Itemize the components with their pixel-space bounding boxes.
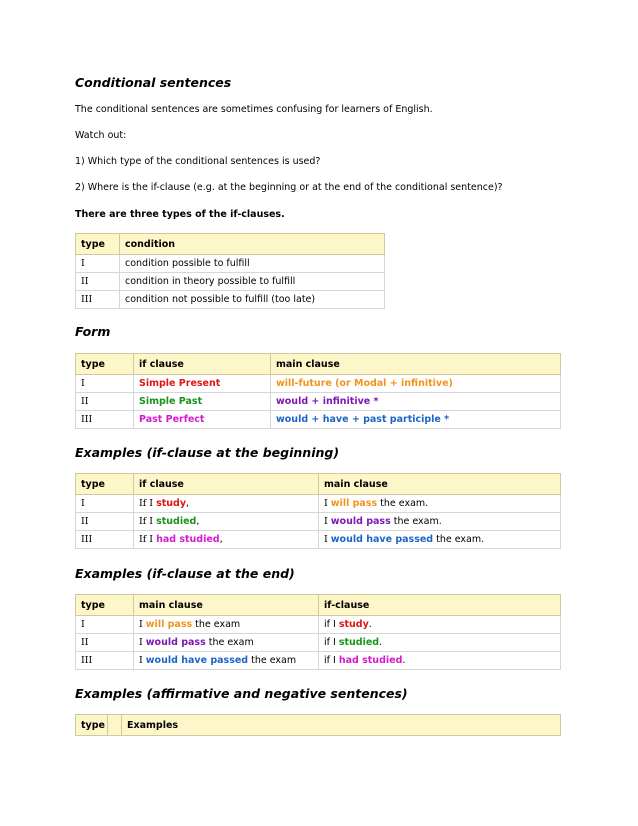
main-clause-verb: would have passed: [145, 655, 249, 666]
form-heading: Form: [75, 324, 111, 339]
if-clause-verb: studied: [156, 516, 197, 527]
if-clause-verb: studied: [338, 637, 380, 648]
examples-end-table: [75, 594, 561, 670]
main-clause-pre: I: [139, 619, 146, 630]
if-clause-verb: study: [338, 619, 369, 630]
table-header-row: [76, 474, 561, 495]
main-clause-verb: would have passed: [330, 534, 434, 545]
type-cell: I: [76, 616, 134, 634]
main-clause-pre: I: [324, 498, 331, 509]
type-cell: III: [76, 291, 120, 309]
if-clause-cell: [319, 634, 561, 652]
main-clause-pre: I: [139, 655, 146, 666]
three-types-heading: There are three types of the if-clauses.: [75, 209, 285, 220]
if-clause-tense: Past Perfect: [134, 411, 271, 429]
if-clause-cell: [134, 513, 319, 531]
examples-end-heading: Examples (if-clause at the end): [75, 566, 295, 581]
if-clause-pre: If I: [139, 516, 157, 527]
main-clause-tense: would + have + past participle *: [271, 411, 561, 429]
table-row: [76, 411, 561, 429]
if-clause-cell: [319, 616, 561, 634]
table-row: [76, 255, 385, 273]
type-cell: II: [76, 634, 134, 652]
table-row: [76, 291, 385, 309]
type-cell: I: [76, 375, 134, 393]
question-2: 2) Where is the if-clause (e.g. at the beginning or at the end of the conditional sentence)?: [75, 182, 503, 193]
main-clause-pre: I: [324, 534, 331, 545]
table-row: [76, 513, 561, 531]
main-clause-cell: [134, 616, 319, 634]
if-clause-pre: if I: [324, 655, 339, 666]
form-table: [75, 353, 561, 429]
column-header: if clause: [134, 474, 319, 495]
page-title: Conditional sentences: [75, 75, 232, 90]
table-row: [76, 634, 561, 652]
main-clause-tense: would + infinitive *: [271, 393, 561, 411]
main-clause-post: the exam.: [390, 516, 442, 527]
main-clause-tense: will-future (or Modal + infinitive): [271, 375, 561, 393]
if-clause-post: .: [402, 655, 406, 666]
type-cell: III: [76, 411, 134, 429]
if-clause-post: ,: [219, 534, 223, 545]
examples-beginning-heading: Examples (if-clause at the beginning): [75, 445, 340, 460]
if-clause-cell: [134, 495, 319, 513]
main-clause-pre: I: [139, 637, 146, 648]
table-row: [76, 273, 385, 291]
examples-affirmative-heading: Examples (affirmative and negative sentences): [75, 686, 408, 701]
condition-cell: condition possible to fulfill: [120, 255, 385, 273]
column-header: if clause: [134, 354, 271, 375]
if-clause-cell: [319, 652, 561, 670]
examples-beginning-table: [75, 473, 561, 549]
main-clause-post: the exam: [192, 619, 241, 630]
main-clause-verb: will pass: [330, 498, 378, 509]
table-row: [76, 531, 561, 549]
if-clause-pre: If I: [139, 534, 157, 545]
column-header: type: [76, 234, 120, 255]
column-header: main clause: [319, 474, 561, 495]
if-clause-verb: study: [156, 498, 187, 509]
type-cell: III: [76, 531, 134, 549]
table-header-row: [76, 715, 561, 736]
if-clause-verb: had studied: [338, 655, 403, 666]
condition-cell: condition in theory possible to fulfill: [120, 273, 385, 291]
if-clause-tense: Simple Present: [134, 375, 271, 393]
if-clause-verb: had studied: [156, 534, 220, 545]
column-header: condition: [120, 234, 385, 255]
type-cell: I: [76, 255, 120, 273]
column-header: if-clause: [319, 595, 561, 616]
main-clause-cell: [319, 513, 561, 531]
condition-cell: condition not possible to fulfill (too late): [120, 291, 385, 309]
examples-affirmative-table: [75, 714, 561, 736]
table-header-row: [76, 234, 385, 255]
if-clause-pre: if I: [324, 619, 339, 630]
main-clause-cell: [134, 634, 319, 652]
column-header: type: [76, 354, 134, 375]
main-clause-post: the exam: [248, 655, 297, 666]
column-header: Examples: [122, 715, 561, 736]
if-clause-tense: Simple Past: [134, 393, 271, 411]
question-1: 1) Which type of the conditional sentences is used?: [75, 156, 321, 167]
if-clause-post: ,: [186, 498, 190, 509]
if-clause-cell: [134, 531, 319, 549]
type-cell: I: [76, 495, 134, 513]
main-clause-verb: would pass: [145, 637, 206, 648]
watch-out-text: Watch out:: [75, 130, 127, 141]
type-cell: II: [76, 393, 134, 411]
if-clause-pre: If I: [139, 498, 157, 509]
table-row: [76, 495, 561, 513]
if-clause-post: .: [368, 619, 372, 630]
column-header: type: [76, 715, 108, 736]
if-clause-post: ,: [196, 516, 200, 527]
table-row: [76, 652, 561, 670]
table-row: [76, 616, 561, 634]
if-clause-post: .: [379, 637, 383, 648]
types-table: [75, 233, 385, 309]
column-header: main clause: [271, 354, 561, 375]
main-clause-cell: [319, 531, 561, 549]
if-clause-pre: if I: [324, 637, 339, 648]
main-clause-post: the exam.: [377, 498, 429, 509]
column-header: type: [76, 595, 134, 616]
column-header: type: [76, 474, 134, 495]
main-clause-verb: would pass: [330, 516, 391, 527]
main-clause-verb: will pass: [145, 619, 193, 630]
main-clause-pre: I: [324, 516, 331, 527]
table-row: [76, 393, 561, 411]
type-cell: III: [76, 652, 134, 670]
intro-paragraph: The conditional sentences are sometimes confusing for learners of English.: [75, 104, 433, 115]
column-header: main clause: [134, 595, 319, 616]
main-clause-post: the exam: [205, 637, 254, 648]
type-cell: II: [76, 513, 134, 531]
main-clause-cell: [319, 495, 561, 513]
column-header: [108, 715, 122, 736]
main-clause-post: the exam.: [433, 534, 485, 545]
type-cell: II: [76, 273, 120, 291]
main-clause-cell: [134, 652, 319, 670]
table-row: [76, 375, 561, 393]
table-header-row: [76, 595, 561, 616]
table-header-row: [76, 354, 561, 375]
